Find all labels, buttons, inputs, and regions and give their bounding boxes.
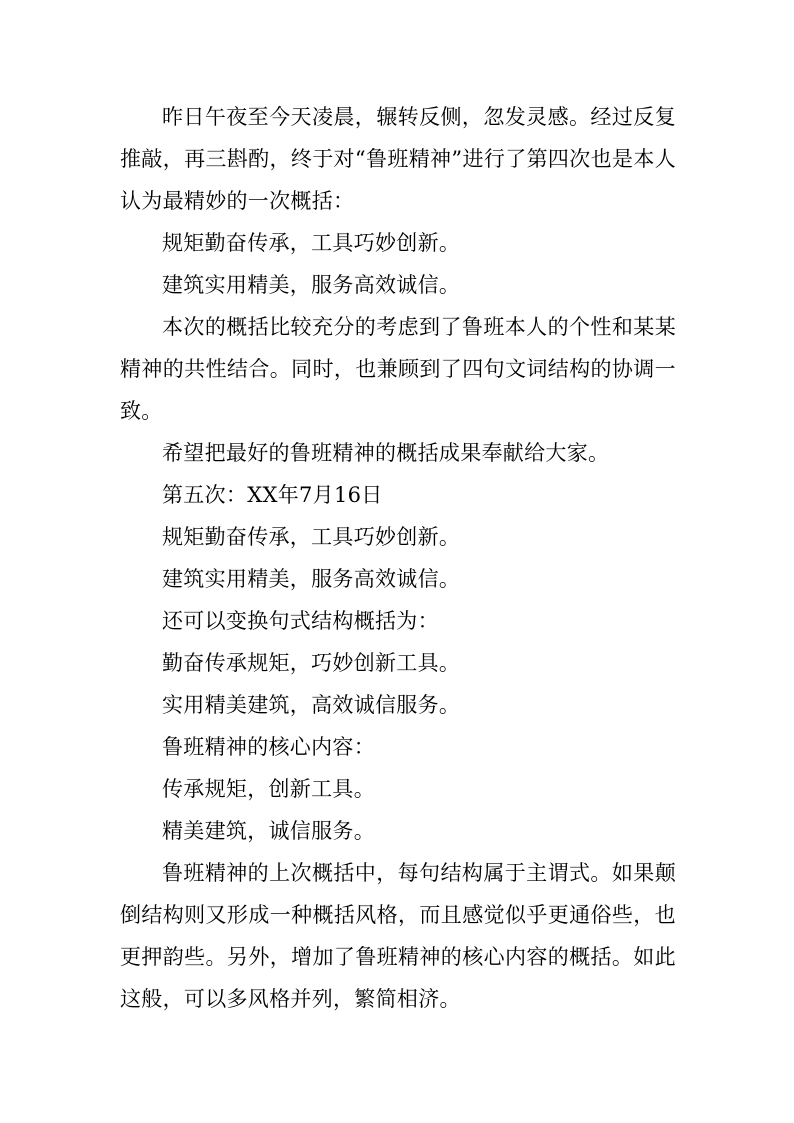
paragraph-inspiration: 昨日午夜至今天凌晨，辗转反侧，忽发灵感。经过反复推敲，再三斟酌，终于对“鲁班精神”进行了第四次也是本人认为最精妙的一次概括： <box>120 105 676 213</box>
paragraph-alternative-intro: 还可以变换句式结构概括为： <box>162 609 439 633</box>
paragraph-core-line-1: 传承规矩，创新工具。 <box>162 777 375 801</box>
paragraph-fifth-date: 第五次：XX年7月16日 <box>162 483 383 507</box>
paragraph-alternative-line-1: 勤奋传承规矩，巧妙创新工具。 <box>162 651 461 675</box>
paragraph-motto-line-1: 规矩勤奋传承，工具巧妙创新。 <box>162 231 461 255</box>
paragraph-fifth-line-1: 规矩勤奋传承，工具巧妙创新。 <box>162 525 461 549</box>
document-body <box>120 96 676 1020</box>
paragraph-conclusion: 鲁班精神的上次概括中，每句结构属于主谓式。如果颠倒结构则又形成一种概括风格，而且感觉似乎更通俗些，也更押韵些。另外，增加了鲁班精神的核心内容的概括。如此这般，可以多风格并列，繁简相济。 <box>120 861 676 1011</box>
paragraph-explanation: 本次的概括比较充分的考虑到了鲁班本人的个性和某某精神的共性结合。同时，也兼顾到了四句文词结构的协调一致。 <box>120 315 676 423</box>
paragraph-motto-line-2: 建筑实用精美，服务高效诚信。 <box>162 273 461 297</box>
paragraph-fifth-line-2: 建筑实用精美，服务高效诚信。 <box>162 567 461 591</box>
paragraph-core-line-2: 精美建筑，诚信服务。 <box>162 819 375 843</box>
paragraph-dedication: 希望把最好的鲁班精神的概括成果奉献给大家。 <box>162 441 610 465</box>
paragraph-alternative-line-2: 实用精美建筑，高效诚信服务。 <box>162 693 461 717</box>
paragraph-core-intro: 鲁班精神的核心内容： <box>162 735 375 759</box>
